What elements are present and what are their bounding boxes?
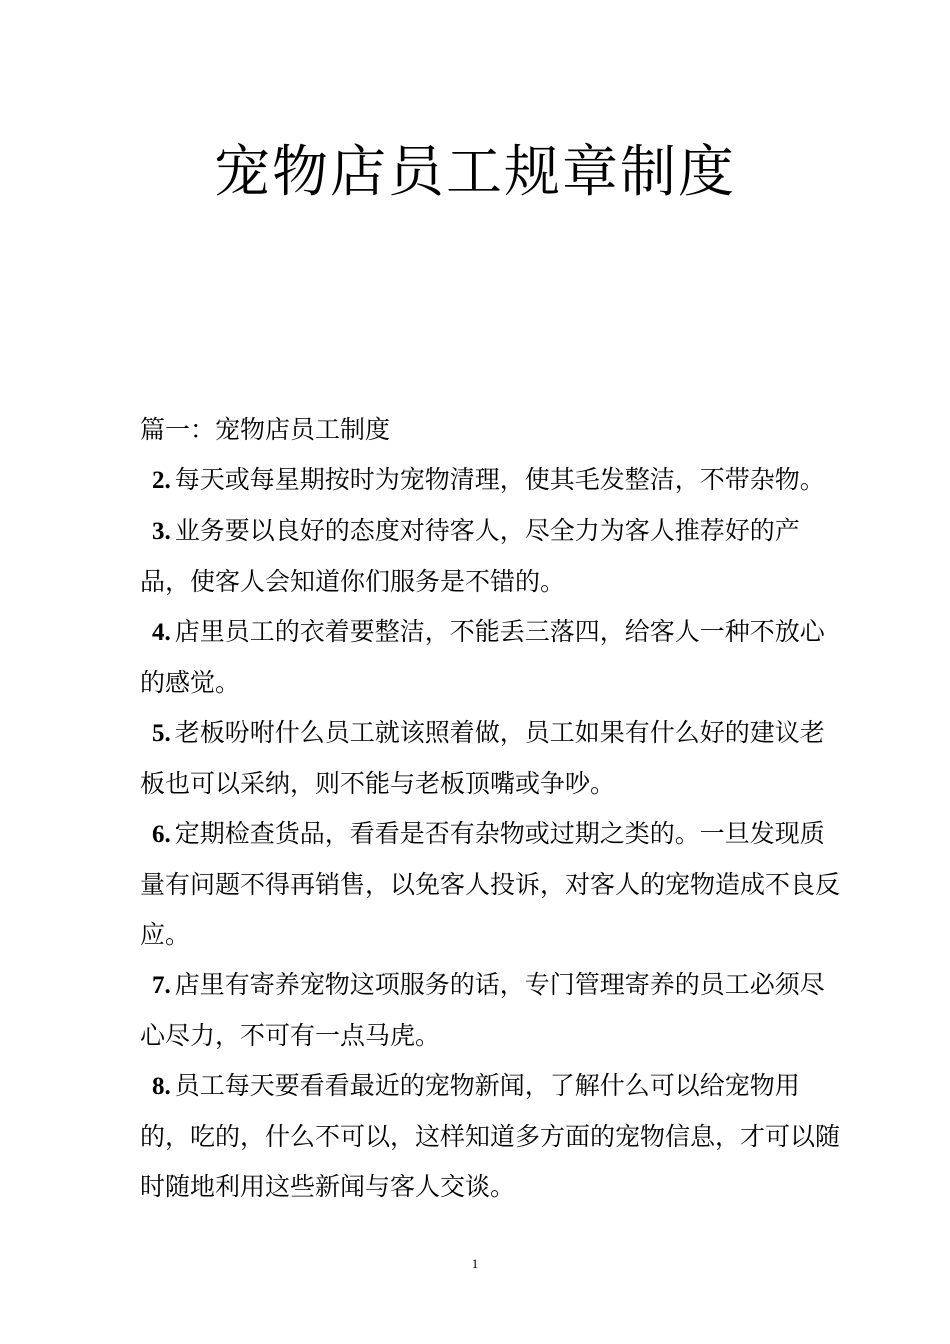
list-item-7 [140, 960, 840, 1061]
list-item-2 [140, 455, 840, 506]
list-item-5 [140, 708, 840, 809]
document-title: 宠物店员工规章制度 [214, 140, 736, 205]
item-text: 店里有寄养宠物这项服务的话，专门管理寄养的员工必须尽心尽力，不可有一点马虎。 [140, 970, 825, 1050]
list-item-4 [140, 607, 840, 708]
document-body [140, 405, 840, 1212]
item-text: 店里员工的衣着要整洁，不能丢三落四，给客人一种不放心的感觉。 [140, 617, 825, 697]
item-number: 6. [152, 821, 171, 848]
item-number: 5. [152, 720, 171, 747]
list-item-3 [140, 506, 840, 607]
item-text: 老板吩咐什么员工就该照着做，员工如果有什么好的建议老板也可以采纳，则不能与老板顶嘴或争吵。 [140, 718, 825, 798]
item-number: 8. [152, 1073, 171, 1100]
item-text: 每天或每星期按时为宠物清理，使其毛发整洁，不带杂物。 [174, 465, 825, 494]
item-number: 4. [152, 619, 171, 646]
section-heading: 篇一：宠物店员工制度 [140, 415, 391, 444]
item-text: 定期检查货品，看看是否有杂物或过期之类的。一旦发现质量有问题不得再销售，以免客人投诉，对客人的宠物造成不良反应。 [140, 819, 841, 949]
item-text: 员工每天要看看最近的宠物新闻，了解什么可以给宠物用的，吃的，什么不可以，这样知道多方面的宠物信息，才可以随时随地利用这些新闻与客人交谈。 [140, 1071, 841, 1201]
item-number: 2. [152, 467, 171, 494]
item-number: 7. [152, 972, 171, 999]
page-number: 1 [471, 1256, 479, 1271]
item-text: 业务要以良好的态度对待客人，尽全力为客人推荐好的产品，使客人会知道你们服务是不错的。 [140, 516, 800, 596]
list-item-8 [140, 1061, 840, 1212]
item-number: 3. [152, 518, 171, 545]
list-item-6 [140, 809, 840, 960]
